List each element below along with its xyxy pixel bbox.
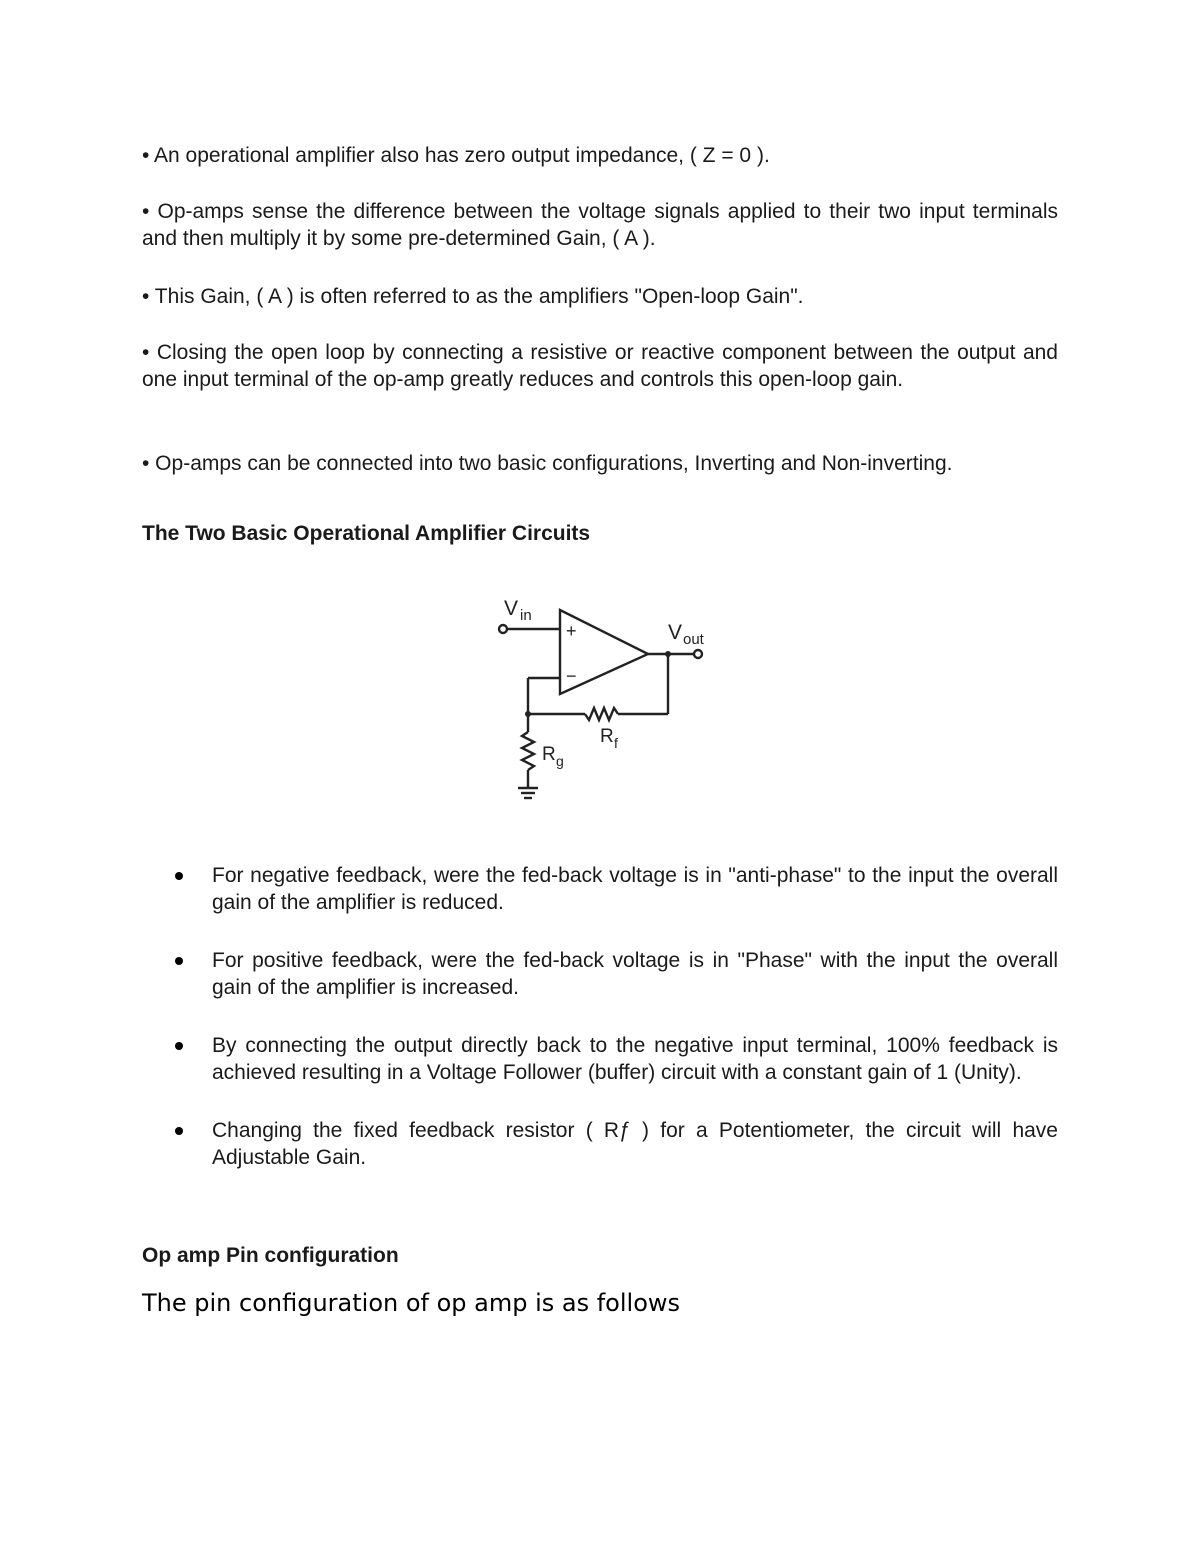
- vin-subscript: in: [520, 607, 532, 624]
- vout-terminal: [694, 650, 702, 658]
- rf-subscript: f: [614, 735, 618, 751]
- output-junction: [665, 651, 671, 657]
- paragraph-closing-loop: • Closing the open loop by connecting a resistive or reactive component between the output and one input terminal of the op-amp greatly reduces and controls this open-loop gain.: [142, 341, 1058, 391]
- section-heading-basic-circuits: The Two Basic Operational Amplifier Circuits: [142, 522, 591, 545]
- non-inverting-opamp-diagram: [490, 592, 720, 812]
- paragraph-difference-gain: • Op-amps sense the difference between the voltage signals applied to their two input terminals and then multiply it by some pre-determined Gain, ( A ).: [142, 200, 1058, 250]
- list-item: For negative feedback, were the fed-back voltage is in "anti-phase" to the input the overall gain of the amplifier is reduced.: [142, 862, 1058, 916]
- vout-label: V: [668, 621, 683, 644]
- minus-label: −: [566, 666, 577, 686]
- vin-terminal: [499, 625, 507, 633]
- feedback-junction: [525, 711, 531, 717]
- bullet-dot-icon: [175, 1042, 183, 1050]
- rg-subscript: g: [556, 753, 564, 769]
- list-item: By connecting the output directly back to the negative input terminal, 100% feedback is achieved resulting in a Voltage Follower (buffer) circuit with a constant gain of 1 (Unity).: [142, 1032, 1058, 1086]
- bullet-dot-icon: [175, 957, 183, 965]
- rf-label: R: [600, 726, 614, 747]
- section-heading-pin-configuration: Op amp Pin configuration: [142, 1244, 399, 1267]
- paragraph-output-impedance: • An operational amplifier also has zero output impedance, ( Z = 0 ).: [142, 144, 770, 167]
- paragraph-open-loop-gain: • This Gain, ( A ) is often referred to as the amplifiers "Open-loop Gain".: [142, 285, 804, 308]
- rg-label: R: [542, 744, 556, 765]
- paragraph-configurations: • Op-amps can be connected into two basic configurations, Inverting and Non-inverting.: [142, 452, 953, 475]
- bullet-dot-icon: [175, 872, 183, 880]
- list-item: Changing the fixed feedback resistor ( Rƒ ) for a Potentiometer, the circuit will have Adjustable Gain.: [142, 1117, 1058, 1171]
- list-item: For positive feedback, were the fed-back voltage is in "Phase" with the input the overall gain of the amplifier is increased.: [142, 947, 1058, 1001]
- vout-subscript: out: [683, 631, 704, 648]
- vin-label: V: [504, 597, 519, 620]
- bullet-dot-icon: [175, 1127, 183, 1135]
- plus-label: +: [566, 621, 577, 641]
- rg-resistor: [522, 732, 534, 770]
- rf-resistor: [585, 708, 618, 720]
- feedback-bullet-list: [142, 862, 1058, 1202]
- pin-configuration-intro: The pin configuration of op amp is as follows: [142, 1289, 681, 1317]
